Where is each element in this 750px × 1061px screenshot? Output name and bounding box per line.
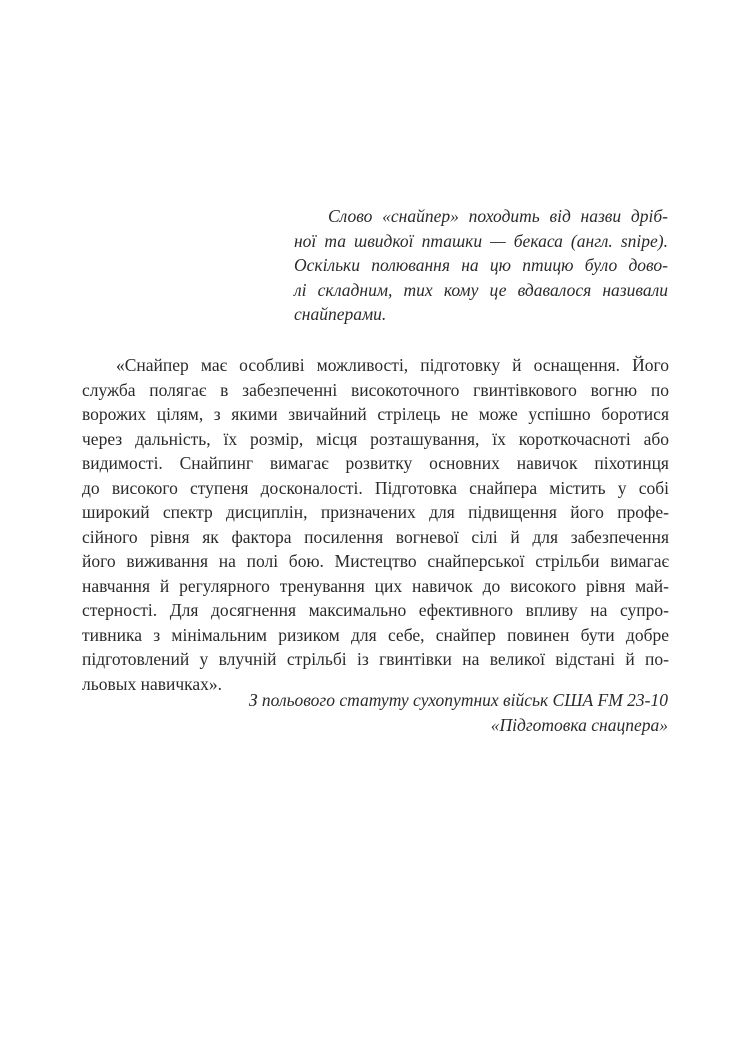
epigraph <box>294 204 668 327</box>
quote-line: навчання й регулярного тренування цих навичок до високого рівня май- <box>82 575 669 596</box>
quote-line: сійного рівня як фактора посилення вогневої сілі й для забезпечення <box>82 526 669 547</box>
quote-line: широкий спектр дисциплін, призначених для підвищення його профе- <box>82 502 669 522</box>
epigraph-line: Оскільки полювання на цю птицю було дово- <box>294 255 668 275</box>
quote-line: його виживання на полі бою. Мистецтво снайперської стрільби вимагає <box>82 551 669 571</box>
quote-line: підготовлений у влучній стрільбі із гвинтівки на великої відстані й по- <box>82 649 669 669</box>
epigraph-line: Слово «снайпер» походить від назви дріб- <box>328 206 668 226</box>
quote-line: служба полягає в забезпеченні високоточного гвинтівкового вогню по <box>82 379 669 400</box>
epigraph-line: лі складним, тих кому це вдавалося називали <box>294 279 668 300</box>
quote-paragraph <box>82 353 669 696</box>
epigraph-line: снайперами. <box>294 304 387 324</box>
quote-line: тивника з мінімальним ризиком для себе, снайпер повинен бути добре <box>82 624 669 645</box>
source-line: «Підготовка снацпера» <box>490 714 668 735</box>
quote-line: ворожих цілям, з якими звичайний стрілець не може успішно боротися <box>82 404 669 424</box>
quote-line: видимості. Снайпинг вимагає розвитку основних навичок піхотинця <box>82 453 669 473</box>
quote-line: до високого ступеня досконалості. Підготовка снайпера містить у собі <box>82 477 669 498</box>
quote-line: через дальність, їх розмір, місця розташування, їх короткочасноті або <box>82 428 669 449</box>
quote-line: «Снайпер має особливі можливості, підготовку й оснащення. Його <box>116 355 669 375</box>
quote-line: льовых навичках». <box>82 673 223 694</box>
quote-source <box>148 688 668 737</box>
quote-line: стерності. Для досягнення максимально ефективного впливу на супро- <box>82 600 669 620</box>
epigraph-line: ної та швидкої пташки — бекаса (англ. snipe). <box>294 230 668 251</box>
source-line: З польового статуту сухопутних військ США FM 23-10 <box>248 690 668 710</box>
